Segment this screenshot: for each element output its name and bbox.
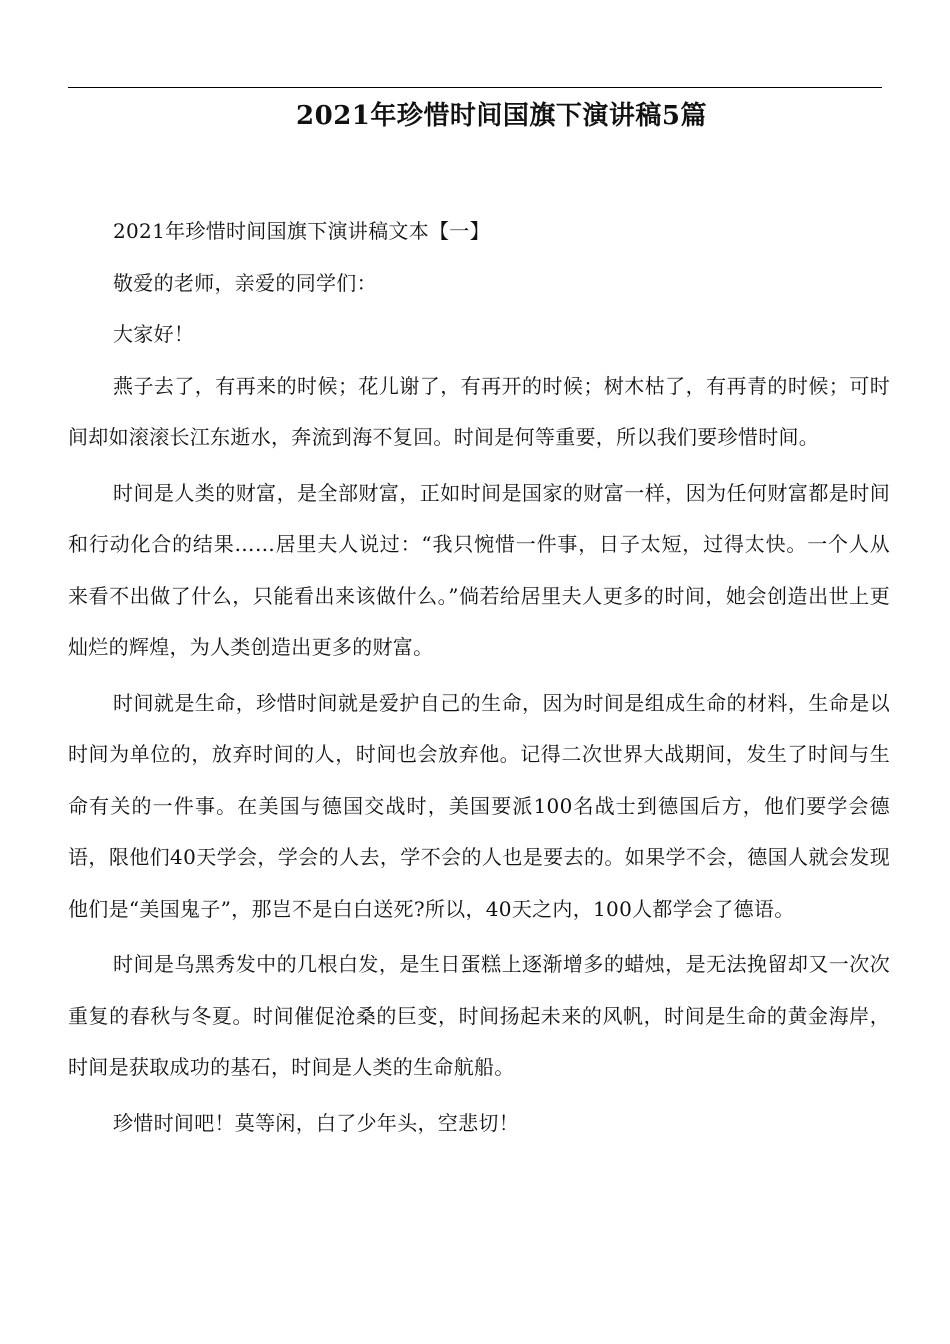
header-rule — [68, 87, 882, 88]
section-heading: 2021年珍惜时间国旗下演讲稿文本【一】 — [113, 219, 490, 243]
closing-paragraph: 珍惜时间吧！莫等闲，白了少年头，空悲切！ — [113, 1110, 519, 1135]
body-paragraph: 时间就是生命，珍惜时间就是爱护自己的生命，因为时间是组成生命的材料，生命是以时间为单位的，放弃时间的人，时间也会放弃他。记得二次世界大战期间，发生了时间与生命有关的一件事。在美国与德国交战时，美国要派100名战士到德国后方，他们要学会德语，限他们40天学会，学会的人去，学不会的人也是要去的。如果学不会，德国人就会发现他们是“美国鬼子”，那岂不是白白送死?所以，40天之内，100人都学会了德语。 — [68, 690, 890, 921]
body-paragraph: 时间是乌黑秀发中的几根白发，是生日蛋糕上逐渐增多的蜡烛，是无法挽留却又一次次重复的春秋与冬夏。时间催促沧桑的巨变，时间扬起未来的风帆，时间是生命的黄金海岸，时间是获取成功的基石，时间是人类的生命航船。 — [68, 952, 890, 1079]
document-title: 2021年珍惜时间国旗下演讲稿5篇 — [296, 101, 707, 131]
body-paragraph: 时间是人类的财富，是全部财富，正如时间是国家的财富一样，因为任何财富都是时间和行动化合的结果……居里夫人说过：“我只惋惜一件事，日子太短，过得太快。一个人从来看不出做了什么，只能看出来该做什么。”倘若给居里夫人更多的时间，她会创造出世上更灿烂的辉煌，为人类创造出更多的财富。 — [68, 480, 890, 659]
salutation: 敬爱的老师，亲爱的同学们： — [113, 270, 377, 295]
body-paragraph: 燕子去了，有再来的时候；花儿谢了，有再开的时候；树木枯了，有再青的时候；可时间却如滚滚长江东逝水，奔流到海不复回。时间是何等重要，所以我们要珍惜时间。 — [68, 373, 890, 449]
greeting: 大家好！ — [113, 322, 195, 346]
document-body — [68, 206, 890, 1149]
